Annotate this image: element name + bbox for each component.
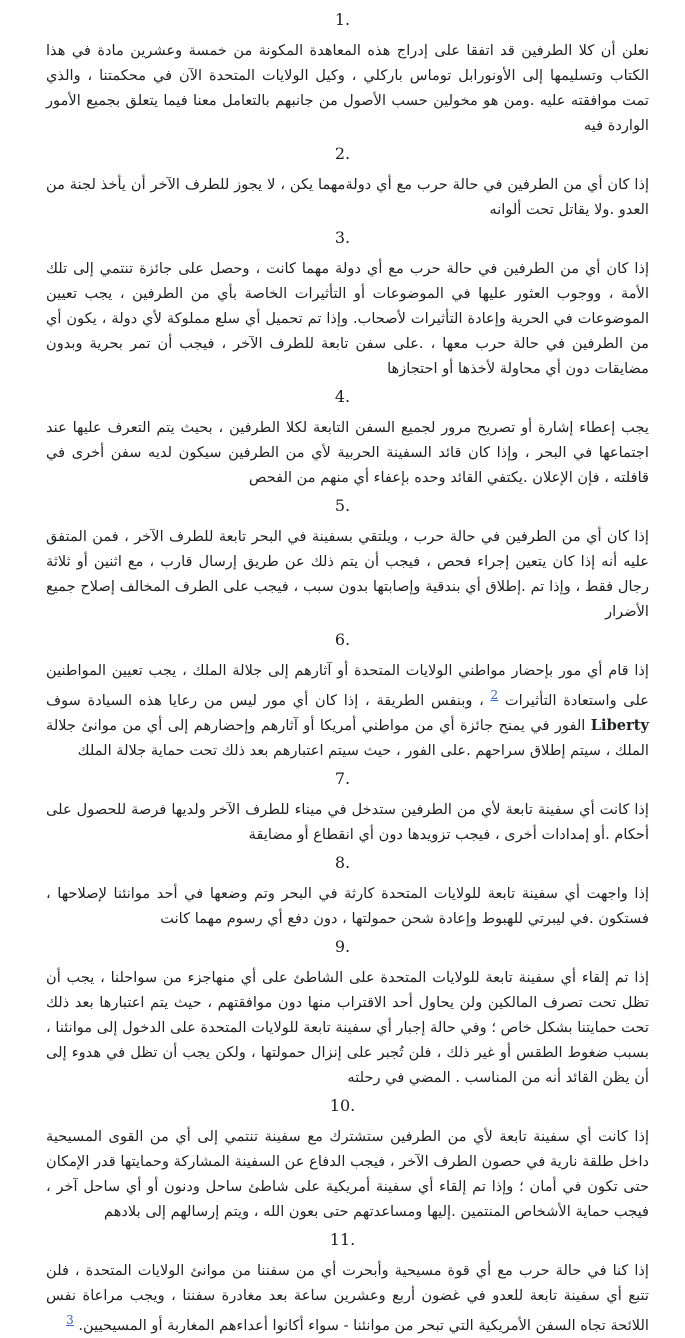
footnote-link-2[interactable]: 2 <box>490 688 499 702</box>
article-text-part2: ، وبنفس الطريقة ، إذا كان أي مور ليس من رعايا هذه السيادة سوف <box>46 691 491 709</box>
article-number: .2 <box>334 144 351 163</box>
article-number: .6 <box>334 630 351 649</box>
article-6 <box>0 628 685 763</box>
footnote-link-3[interactable]: 3 <box>66 1312 74 1327</box>
liberty-word: Liberty <box>590 716 649 734</box>
article-text-part1: إذا قام أي مور بإحضار مواطني الولايات المتحدة أو آثارهم إلى جلالة الملك ، يجب تعيين المواطنين على واستعادة التأثيرات <box>46 662 650 709</box>
article-text: إذا واجهت أي سفينة تابعة للولايات المتحدة كارثة في البحر وتم وضعها في أحد موانئنا لإصلاحها ، فستكون .في ليبرتي للهبوط وإعادة شحن حمولتها ، دون دفع أي رسوم مهما كانت <box>46 884 649 927</box>
article-number: .5 <box>334 496 351 515</box>
article-number: .3 <box>334 228 351 247</box>
article-text-part1: إذا كنا في حالة حرب مع أي قوة مسيحية وأبحرت أي من سفننا من موانئ الولايات المتحدة ، فلن تتبع أي سفينة تابعة للعدو في غضون أربع وعشرين ساعة بعد مغادرة سفننا ، ويجب مراعاة نفس اللائحة تجاه السفن الأمريكية التي تبحر من موانئنا - سواء أكانوا أعداءهم المغاربة أو المسيحيين. <box>46 1261 649 1334</box>
article-number: .10 <box>329 1095 356 1115</box>
article-text <box>0 658 685 763</box>
article-text: إذا كانت أي سفينة تابعة لأي من الطرفين ستشترك مع سفينة تنتمي إلى أي من القوى المسيحية داخل طلقة نارية في حصون الطرف الآخر ، فيجب الدفاع عن السفينة المشاركة وحمايتها قدر الإمكان حتى تكون في أمان ؛ وإذا تم إلقاء أي سفينة أمريكية على شاطئ ساحل ودنون أو أي ساحل آخر ، فيجب حماية الأشخاص المنتمين .إليها ومساعدتهم حتى بعون الله ، ويتم إرسالهم إلى بلادهم <box>46 1127 649 1220</box>
article-number: .8 <box>334 852 351 872</box>
article-number: .4 <box>334 387 351 406</box>
article-1 <box>0 8 685 138</box>
article-5 <box>0 494 685 624</box>
article-4 <box>0 385 685 490</box>
article-2 <box>0 142 685 222</box>
article-text: إذا كان أي من الطرفين في حالة حرب مع أي دولةمهما يكن ، لا يجوز للطرف الآخر أن يأخذ لجنة من العدو .ولا يقاتل تحت ألوانه <box>46 176 649 218</box>
article-number: .7 <box>334 768 351 788</box>
article-number: .9 <box>334 936 351 956</box>
article-text: إذا تم إلقاء أي سفينة تابعة للولايات المتحدة على الشاطئ على أي منهاجزء من سواحلنا ، يجب أن تظل تحت تصرف المالكين ولن يحاول أحد الاقتراب منها دون موافقتهم ، حيث يتم اعتبارها بعد ذلك تحت حمايتنا بشكل خاص ؛ وفي حالة إجبار أي سفينة تابعة للولايات المتحدة على الدخول إلى موانئنا ، بسبب ضغوط الطقس أو غير ذلك ، فلن تُجبر على إنزال حمولتها ، ولكن يجب أن تظل في هدوء إلى أن يظن القائد أنه من المناسب . المضي في رحلته <box>46 968 649 1086</box>
article-11 <box>0 1228 685 1338</box>
article-9 <box>0 935 685 1090</box>
article-text: إذا كانت أي سفينة تابعة لأي من الطرفين ستدخل في ميناء للطرف الآخر ولديها فرصة للحصول على أحكام .أو إمدادات أخرى ، فيجب تزويدها دون أي انقطاع أو مضايقة <box>46 800 649 843</box>
article-text-part3: الفور في يمنح جائزة أي من مواطني أمريكا أو آثارهم وإحضارهم إلى أي من موانئ جلالة الملك ، سيتم إطلاق سراحهم .على الفور ، حيث سيتم اعتبارهم بعد ذلك تحت حماية جلالة الملك <box>46 716 649 759</box>
article-text: إذا كان أي من الطرفين في حالة حرب ، ويلتقي بسفينة في البحر تابعة للطرف الآخر ، فمن المتفق عليه أنه إذا كان يتعين إجراء فحص ، فيجب أن يتم ذلك عن طريق إرسال قارب ، مع اثنين أو ثلاثة رجال فقط ، وإذا تم .إطلاق أي بندقية وإصابتها بدون سبب ، فيجب على الطرف المخالف إصلاح جميع الأضرار <box>46 528 649 620</box>
article-text: يجب إعطاء إشارة أو تصريح مرور لجميع السفن التابعة لكلا الطرفين ، بحيث يتم التعرف عليها عند اجتماعها في البحر ، وإذا كان قائد السفينة الحربية لأي من الطرفين سيكون لديه سفن أخرى في قافلته ، فإن الإعلان .يكتفي القائد وحده بإعفاء أي منهم من الفحص <box>46 419 649 486</box>
article-3 <box>0 226 685 381</box>
article-7 <box>0 767 685 847</box>
article-8 <box>0 851 685 931</box>
article-10 <box>0 1094 685 1224</box>
article-number: .11 <box>329 1229 356 1249</box>
article-text: إذا كان أي من الطرفين في حالة حرب مع أي دولة مهما كانت ، وحصل على جائزة تنتمي إلى تلك الأمة ، ووجوب العثور عليها في الموضوعات أو التأثيرات الخاصة بأي من الطرفين ، يجب تعيين الموضوعات في الحرية وإعادة التأثيرات لأصحاب. وإذا تم تحميل أي سلع مملوكة لأي دولة ، يكون أي من الطرفين في حالة حرب معها ، .على سفن تابعة للطرف الآخر ، فيجب أن تمر بحرية وبدون مضايقات دون أي محاولة لأخذها أو احتجازها <box>46 260 649 377</box>
article-number: .1 <box>334 10 351 29</box>
article-text: نعلن أن كلا الطرفين قد اتفقا على إدراج هذه المعاهدة المكونة من خمسة وعشرين مادة في هذا الكتاب وتسليمها إلى الأونورابل توماس باركلي ، وكيل الولايات المتحدة الآن في محكمتنا ، والذي تمت موافقته عليه .ومن هو مخولين حسب الأصول من جانبهم بالتعامل معنا فيما يتعلق بجميع الأمور الواردة فيه <box>46 42 649 134</box>
article-text <box>0 1258 685 1338</box>
